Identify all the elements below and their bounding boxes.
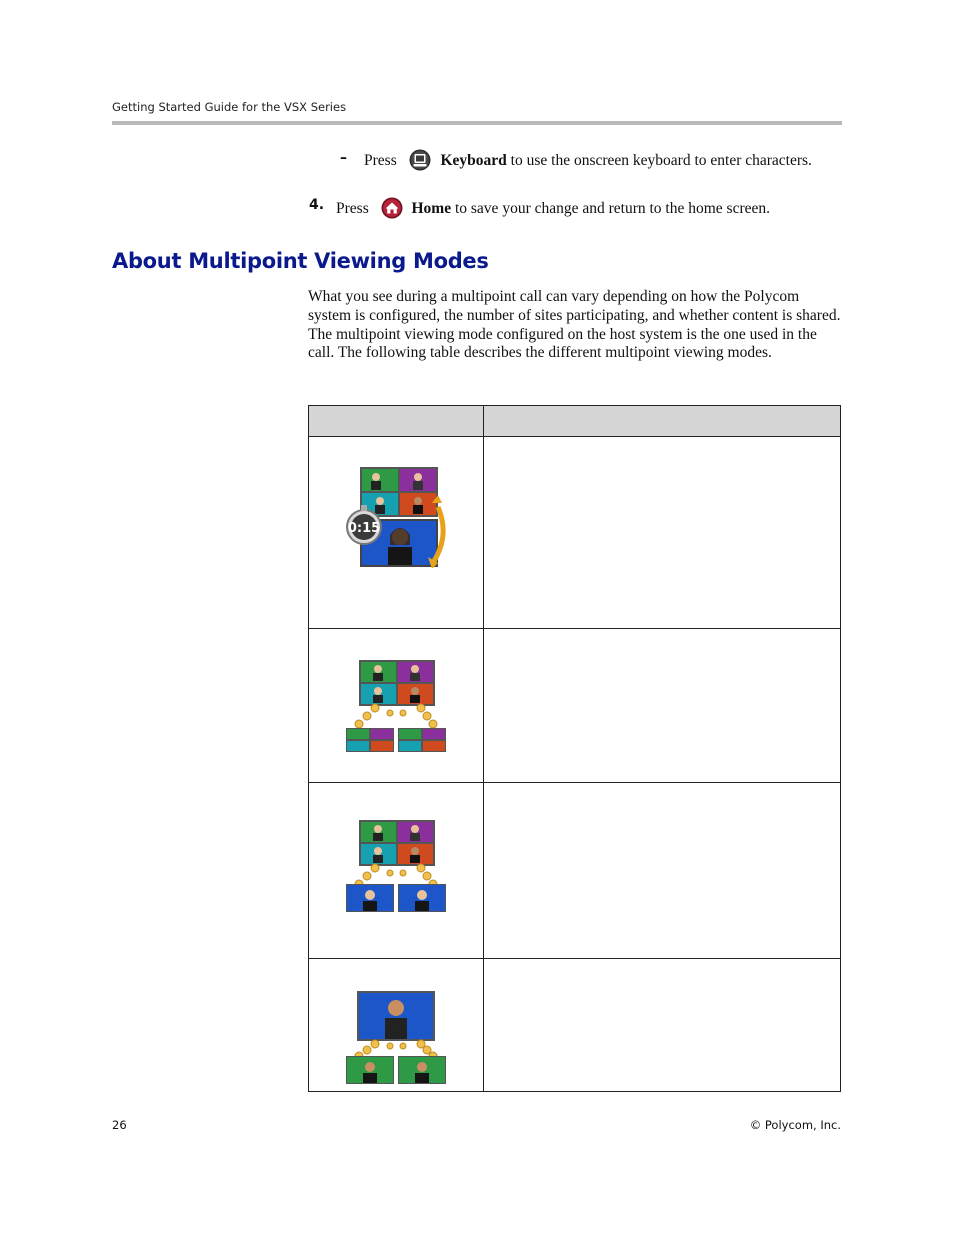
- auto-mode-icon: [346, 465, 446, 573]
- home-instruction: [336, 197, 836, 219]
- keyboard-label: Keyboard: [440, 152, 507, 169]
- continuous-presence-icon: [345, 658, 447, 759]
- table-column-divider: [483, 405, 484, 1092]
- svg-text:0:15: 0:15: [347, 521, 381, 536]
- home-icon: [381, 197, 403, 219]
- sub-bullet-marker: –: [340, 150, 347, 166]
- keyboard-suffix: to use the onscreen keyboard to enter characters.: [510, 152, 812, 169]
- presentation-mode-icon: [345, 990, 447, 1091]
- table-header-row: [308, 405, 841, 437]
- viewing-modes-table: [308, 405, 841, 1092]
- press-text: Press: [336, 200, 369, 217]
- keyboard-icon: [409, 149, 431, 171]
- discussion-mode-icon: [345, 818, 447, 919]
- header-title: Getting Started Guide for the VSX Series: [112, 100, 347, 114]
- intro-paragraph: What you see during a multipoint call can vary depending on how the Polycom system is configured, the number of sites participating, and whether content is shared. The multipoint viewing mode configured on the host system is the one used in the call. The following table describes the different multipoint viewing modes.: [308, 288, 841, 362]
- header-rule: [112, 121, 842, 125]
- keyboard-instruction: [364, 149, 834, 171]
- step-number: 4.: [309, 197, 325, 213]
- home-label: Home: [411, 200, 452, 217]
- press-text: Press: [364, 152, 397, 169]
- section-title: About Multipoint Viewing Modes: [112, 249, 489, 273]
- home-suffix: to save your change and return to the home screen.: [454, 200, 771, 217]
- copyright: © Polycom, Inc.: [749, 1118, 841, 1132]
- page-number: 26: [112, 1118, 127, 1132]
